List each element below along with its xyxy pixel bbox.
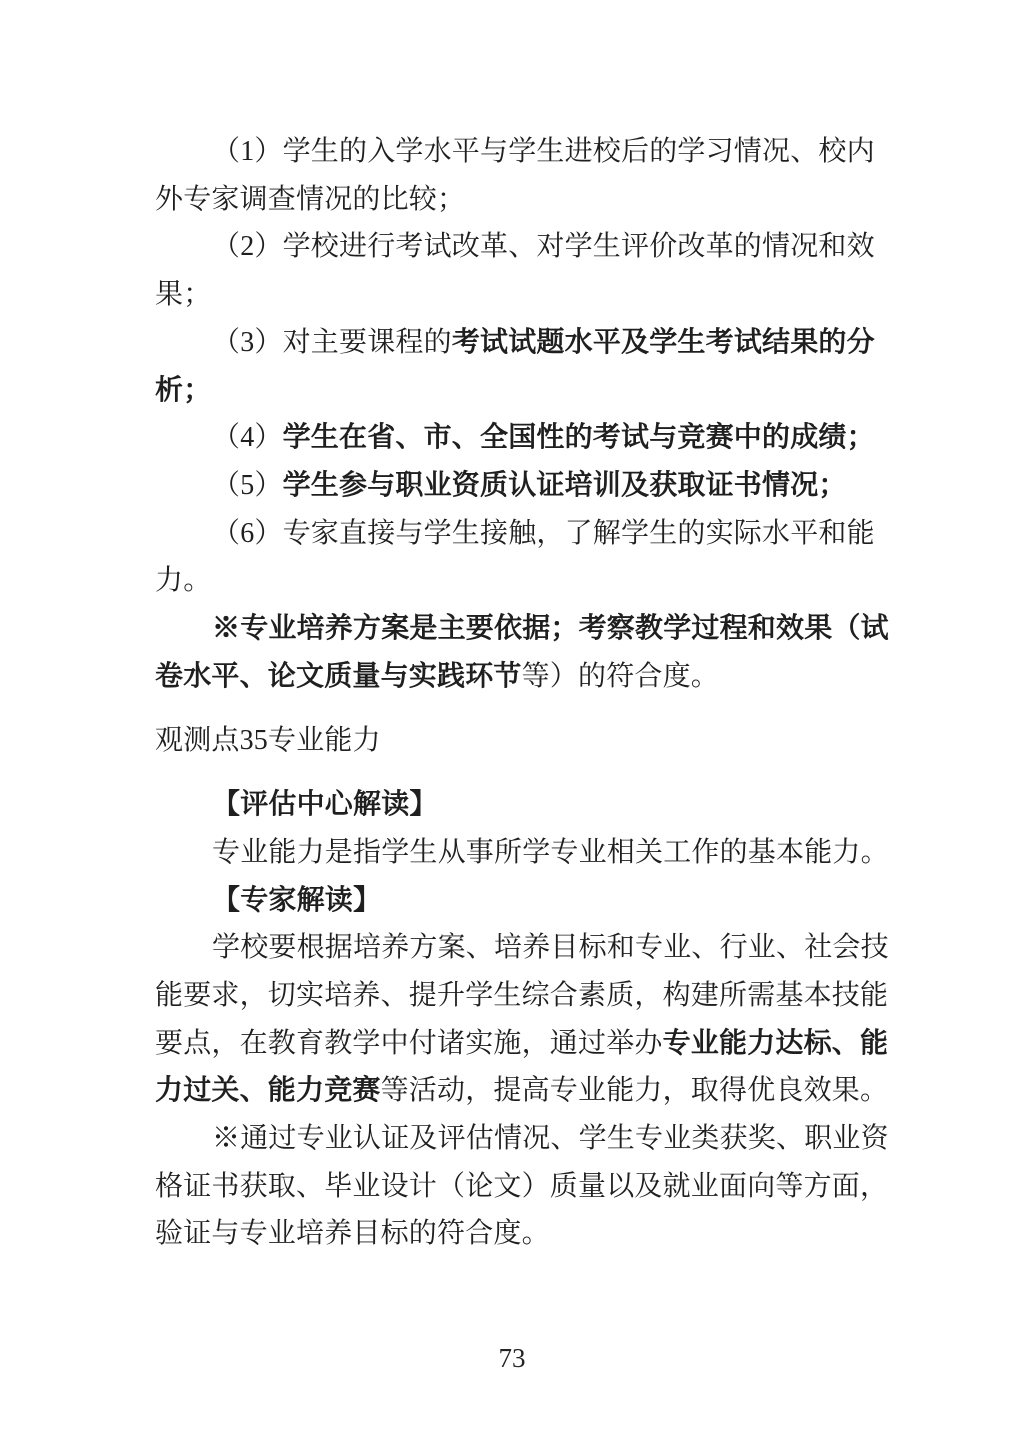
text-line — [155, 319, 889, 367]
text-segment: 果； — [155, 279, 212, 311]
text-line — [155, 271, 889, 319]
text-line — [155, 128, 889, 176]
text-line — [155, 557, 889, 605]
text-segment: （1）学生的入学水平与学生进校后的学习情况、校内 — [212, 136, 875, 167]
text-line — [155, 829, 889, 877]
text-segment: 力。 — [155, 565, 212, 597]
text-line — [155, 1163, 889, 1211]
text-segment: 等）的符合度。 — [521, 660, 720, 692]
emphasis-segment: 【评估中心解读】 — [212, 789, 438, 821]
text-segment: （3）对主要课程的 — [212, 326, 452, 358]
text-segment: 观测点35专业能力 — [155, 725, 381, 757]
text-segment: 等活动，提高专业能力，取得优良效果。 — [380, 1075, 889, 1107]
text-segment: 能要求，切实培养、提升学生综合素质，构建所需基本技能 — [155, 979, 889, 1011]
text-line — [155, 510, 889, 558]
text-line — [155, 1210, 889, 1258]
text-line — [155, 223, 889, 271]
emphasis-segment: 学生在省、市、全国性的考试与竞赛中的成绩； — [282, 422, 875, 454]
text-segment: 格证书获取、毕业设计（论文）质量以及就业面向等方面， — [155, 1170, 889, 1202]
text-line — [155, 414, 889, 462]
emphasis-segment: 学生参与职业资质认证培训及获取证书情况； — [282, 469, 847, 501]
text-line — [155, 972, 889, 1020]
subsection-header — [155, 781, 889, 829]
text-line — [155, 176, 889, 224]
text-segment: 要点，在教育教学中付诸实施，通过举办 — [155, 1027, 663, 1059]
text-segment: （4） — [212, 422, 283, 454]
emphasis-segment: 专业能力达标、能 — [662, 1027, 889, 1059]
subsection-header — [155, 877, 889, 925]
emphasis-segment: 力过关、能力竞赛 — [155, 1075, 381, 1107]
document-page — [155, 128, 889, 1258]
text-segment: 验证与专业培养目标的符合度。 — [155, 1218, 550, 1250]
emphasis-segment: 析； — [155, 374, 212, 406]
emphasis-segment: ※专业培养方案是主要依据；考察教学过程和效果（试 — [212, 613, 889, 645]
emphasis-segment: 【专家解读】 — [212, 884, 382, 916]
text-segment: 学校要根据培养方案、培养目标和专业、行业、社会技 — [212, 932, 889, 964]
text-line — [155, 653, 889, 701]
text-segment: ※通过专业认证及评估情况、学生专业类获奖、职业资 — [212, 1123, 889, 1155]
text-segment: （5） — [212, 469, 283, 501]
text-segment: 专业能力是指学生从事所学专业相关工作的基本能力。 — [212, 836, 889, 868]
text-line — [155, 462, 889, 510]
page-number: 73 — [498, 1343, 526, 1373]
text-segment: （2）学校进行考试改革、对学生评价改革的情况和效 — [212, 231, 875, 263]
text-line — [155, 1067, 889, 1115]
text-line — [155, 1020, 889, 1068]
emphasis-segment: 考试试题水平及学生考试结果的分 — [451, 326, 875, 358]
text-line — [155, 367, 889, 415]
text-line — [155, 1115, 889, 1163]
section-heading — [155, 717, 889, 765]
text-line — [155, 924, 889, 972]
text-segment: （6）专家直接与学生接触，了解学生的实际水平和能 — [212, 517, 875, 549]
text-segment: 外专家调查情况的比较； — [155, 183, 466, 215]
text-line — [155, 605, 889, 653]
emphasis-segment: 卷水平、论文质量与实践环节 — [155, 660, 522, 692]
